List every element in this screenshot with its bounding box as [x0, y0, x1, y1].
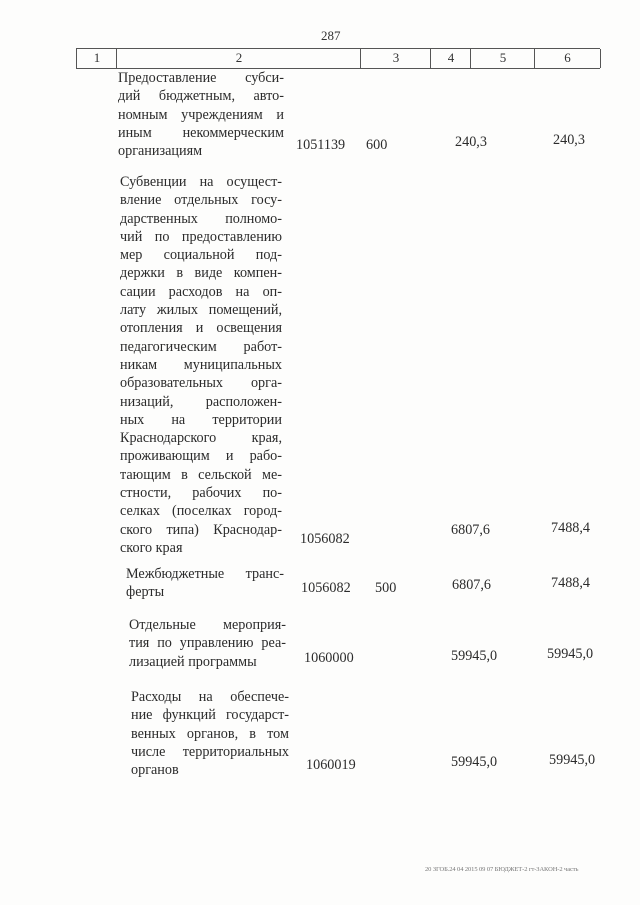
description-line: ского края — [120, 539, 183, 556]
row-description — [118, 69, 284, 160]
description-line: органов — [131, 762, 179, 779]
row-amount-1: 6807,6 — [452, 577, 492, 593]
row-amount-2: 7488,4 — [551, 575, 591, 591]
column-number-row — [76, 48, 600, 69]
row-code: 1056082 — [300, 531, 350, 547]
page-number: 287 — [321, 28, 341, 43]
description-line: вление отдельных госу- — [120, 192, 282, 209]
row-description — [120, 173, 282, 557]
footer-print-stamp: 20 ЗГОБ.24 04 2015 09 07 БЮДЖЕТ-2 гт-ЗАКОН-2 часть — [425, 866, 579, 873]
description-line: проживающим и рабо- — [120, 448, 282, 465]
row-amount-1: 240,3 — [455, 134, 487, 150]
description-line: Расходы на обеспече- — [131, 689, 289, 705]
description-line: лату жилых помещений, — [120, 302, 282, 319]
description-line: ского типа) Краснодар- — [120, 521, 282, 538]
description-line: тающим в сельской ме- — [120, 466, 282, 483]
description-line: лизацией программы — [129, 653, 257, 670]
description-line: чий по предоставлению — [120, 228, 282, 245]
description-line: ние функций государст- — [131, 707, 289, 724]
description-line: Субвенции на осущест- — [120, 174, 282, 190]
description-line: номным учреждениям и — [118, 106, 284, 123]
description-line: мер социальной под- — [120, 247, 282, 264]
row-amount-1: 6807,6 — [451, 522, 491, 538]
row-amount-1: 59945,0 — [451, 648, 498, 664]
row-amount-2: 7488,4 — [551, 520, 591, 536]
column-number-6: 6 — [534, 49, 601, 68]
description-line: селках (поселках город- — [120, 503, 282, 520]
row-description — [126, 565, 284, 602]
description-line: венных органов, в том — [131, 725, 289, 742]
description-line: ных на территории — [120, 411, 282, 428]
description-line: Краснодарского края, — [120, 430, 282, 447]
description-line: держки в виде компен- — [120, 265, 282, 282]
row-description — [129, 616, 286, 671]
column-number-5: 5 — [470, 49, 535, 68]
description-line: сации расходов на оп- — [120, 283, 282, 300]
row-code: 1060019 — [306, 757, 356, 773]
row-amount-2: 59945,0 — [549, 752, 596, 768]
description-line: иным некоммерческим — [118, 124, 284, 141]
row-amount-2: 59945,0 — [547, 646, 594, 662]
description-line: Предоставление субси- — [118, 70, 284, 86]
description-line: тия по управлению реа- — [129, 635, 286, 652]
description-line: отопления и освещения — [120, 320, 282, 337]
description-line: Межбюджетные транс- — [126, 566, 284, 582]
column-number-1: 1 — [76, 49, 117, 68]
description-line: образовательных орга- — [120, 375, 282, 392]
column-number-2: 2 — [116, 49, 361, 68]
row-type: 500 — [375, 580, 397, 596]
column-number-4: 4 — [430, 49, 471, 68]
row-code: 1060000 — [304, 650, 354, 666]
row-description — [131, 688, 289, 779]
column-number-3: 3 — [360, 49, 431, 68]
description-line: ферты — [126, 584, 165, 601]
row-code: 1056082 — [301, 580, 351, 596]
description-line: низаций, расположен- — [120, 393, 282, 410]
description-line: педагогическим работ- — [120, 338, 282, 355]
description-line: стности, рабочих по- — [120, 485, 282, 502]
description-line: числе территориальных — [131, 743, 289, 760]
description-line: Отдельные мероприя- — [129, 617, 286, 633]
row-type: 600 — [366, 137, 388, 153]
description-line: дарственных полномо- — [120, 210, 282, 227]
row-code: 1051139 — [296, 137, 346, 153]
description-line: никам муниципальных — [120, 356, 282, 373]
row-amount-2: 240,3 — [553, 132, 585, 148]
description-line: дий бюджетным, авто- — [118, 88, 284, 105]
description-line: организациям — [118, 143, 203, 160]
row-amount-1: 59945,0 — [451, 754, 498, 770]
